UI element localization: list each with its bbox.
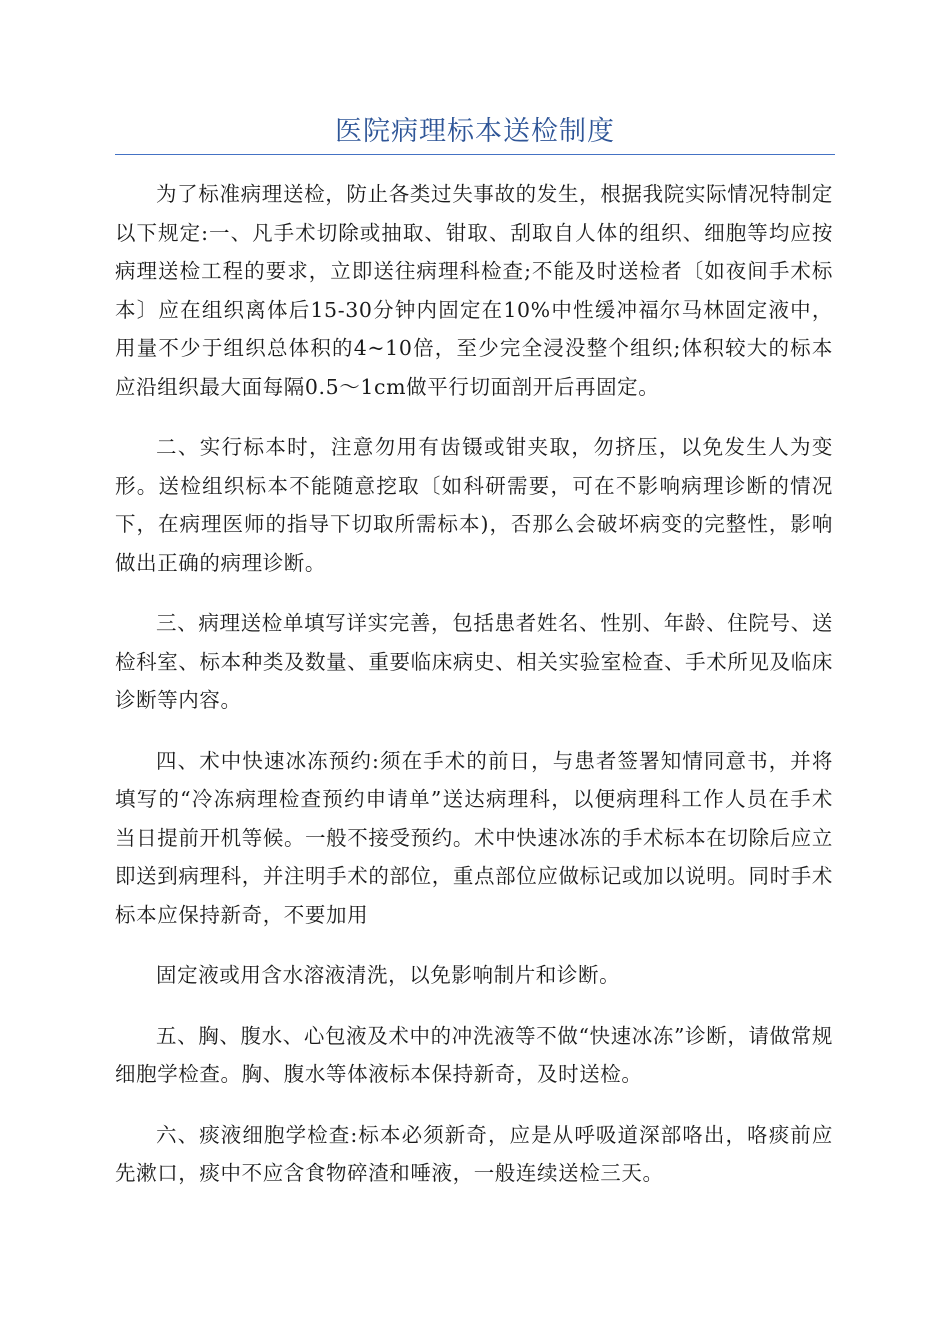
title-underline [115, 154, 835, 155]
paragraph-rule-5: 五、胸、腹水、心包液及术中的冲洗液等不做“快速冰冻”诊断，请做常规细胞学检查。胸、腹水等体液标本保持新奇，及时送检。 [115, 1023, 833, 1086]
document-body [115, 175, 833, 1215]
paragraph-rule-2: 二、实行标本时，注意勿用有齿镊或钳夹取，勿挤压，以免发生人为变形。送检组织标本不能随意挖取〔如科研需要，可在不影响病理诊断的情况下，在病理医师的指导下切取所需标本)，否那么会破坏病变的完整性，影响做出正确的病理诊断。 [115, 435, 833, 575]
paragraph-rule-3: 三、病理送检单填写详实完善，包括患者姓名、性别、年龄、住院号、送检科室、标本种类及数量、重要临床病史、相关实验室检查、手术所见及临床诊断等内容。 [115, 611, 833, 712]
paragraph-rule-4-continued: 固定液或用含水溶液清洗，以免影响制片和诊断。 [156, 963, 621, 987]
paragraph-rule-4: 四、术中快速冰冻预约:须在手术的前日，与患者签署知情同意书，并将填写的“冷冻病理检查预约申请单”送达病理科，以便病理科工作人员在手术当日提前开机等候。一般不接受预约。术中快速冰冻的手术标本在切除后应立即送到病理科，并注明手术的部位，重点部位应做标记或加以说明。同时手术标本应保持新奇，不要加用 [115, 748, 833, 927]
paragraph-rule-6: 六、痰液细胞学检查:标本必须新奇，应是从呼吸道深部咯出，咯痰前应先漱口，痰中不应含食物碎渣和唾液，一般连续送检三天。 [115, 1122, 833, 1185]
page-title: 医院病理标本送检制度 [335, 116, 615, 147]
paragraph-intro-rule-1: 为了标准病理送检，防止各类过失事故的发生，根据我院实际情况特制定以下规定:一、凡手术切除或抽取、钳取、刮取自人体的组织、细胞等均应按病理送检工程的要求，立即送往病理科检查;不能及时送检者〔如夜间手术标本〕应在组织离体后15-30分钟内固定在10%中性缓冲福尔马林固定液中，用量不少于组织总体积的4~10倍，至少完全浸没整个组织;体积较大的标本应沿组织最大面每隔0.5～1cm做平行切面剖开后再固定。 [115, 182, 833, 399]
